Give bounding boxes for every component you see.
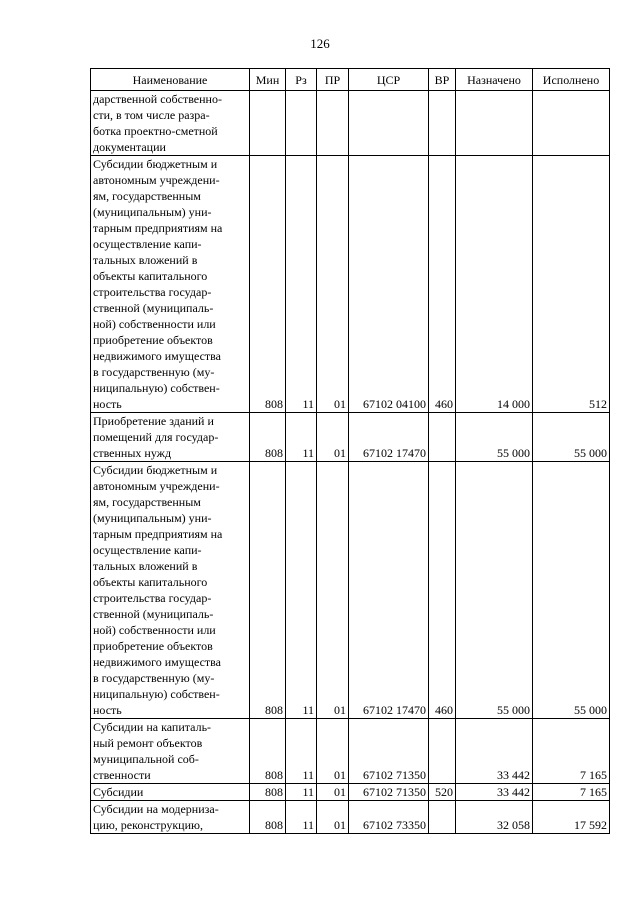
cell-name: дарственной собственно- сти, в том числе разра- ботка проектно-сметной документации <box>91 91 250 156</box>
cell-naznacheno: 32 058 <box>456 801 533 834</box>
cell-csr: 67102 73350 <box>349 801 429 834</box>
table-row <box>91 462 610 719</box>
cell-vr: 460 <box>429 462 456 719</box>
cell-rz: 11 <box>286 462 317 719</box>
header-name: Наименование <box>91 69 250 91</box>
cell-min: 808 <box>250 413 286 462</box>
cell-ispolneno: 17 592 <box>533 801 610 834</box>
cell-rz <box>286 91 317 156</box>
cell-csr: 67102 17470 <box>349 462 429 719</box>
cell-pr: 01 <box>317 462 349 719</box>
cell-ispolneno <box>533 91 610 156</box>
cell-csr: 67102 71350 <box>349 784 429 801</box>
cell-rz: 11 <box>286 156 317 413</box>
cell-pr: 01 <box>317 801 349 834</box>
cell-rz: 11 <box>286 801 317 834</box>
cell-naznacheno: 33 442 <box>456 719 533 784</box>
cell-pr: 01 <box>317 413 349 462</box>
cell-vr <box>429 91 456 156</box>
cell-ispolneno: 55 000 <box>533 413 610 462</box>
cell-csr: 67102 04100 <box>349 156 429 413</box>
cell-naznacheno: 33 442 <box>456 784 533 801</box>
cell-pr: 01 <box>317 784 349 801</box>
cell-name: Приобретение зданий и помещений для государ- ственных нужд <box>91 413 250 462</box>
table-row <box>91 784 610 801</box>
header-rz: Рз <box>286 69 317 91</box>
cell-naznacheno: 55 000 <box>456 413 533 462</box>
cell-naznacheno <box>456 91 533 156</box>
header-min: Мин <box>250 69 286 91</box>
header-csr: ЦСР <box>349 69 429 91</box>
cell-min: 808 <box>250 801 286 834</box>
header-naznacheno: Назначено <box>456 69 533 91</box>
cell-pr <box>317 91 349 156</box>
cell-min <box>250 91 286 156</box>
cell-ispolneno: 7 165 <box>533 784 610 801</box>
table-header-row <box>91 69 610 91</box>
cell-rz: 11 <box>286 784 317 801</box>
cell-min: 808 <box>250 156 286 413</box>
header-ispolneno: Исполнено <box>533 69 610 91</box>
cell-min: 808 <box>250 462 286 719</box>
cell-ispolneno: 7 165 <box>533 719 610 784</box>
cell-vr: 520 <box>429 784 456 801</box>
cell-name: Субсидии на модерниза- цию, реконструкцию, <box>91 801 250 834</box>
cell-csr <box>349 91 429 156</box>
cell-name: Субсидии бюджетным и автономным учреждени- ям, государственным (муниципальным) уни- тарным предприятиям на осуществление капи- тальных вложений в объекты капитального строительства государ- ственной (муниципаль- ной) собственности или приобретение объектов недвижимого имущества в государственную (му- ниципальную) собствен- ность <box>91 156 250 413</box>
cell-name: Субсидии бюджетным и автономным учреждени- ям, государственным (муниципальным) уни- тарным предприятиям на осуществление капи- тальных вложений в объекты капитального строительства государ- ственной (муниципаль- ной) собственности или приобретение объектов недвижимого имущества в государственную (му- ниципальную) собствен- ность <box>91 462 250 719</box>
cell-vr: 460 <box>429 156 456 413</box>
cell-csr: 67102 17470 <box>349 413 429 462</box>
table-row <box>91 801 610 834</box>
table-row <box>91 413 610 462</box>
cell-pr: 01 <box>317 156 349 413</box>
cell-ispolneno: 512 <box>533 156 610 413</box>
header-vr: ВР <box>429 69 456 91</box>
table-row <box>91 91 610 156</box>
table-row <box>91 719 610 784</box>
cell-vr <box>429 719 456 784</box>
cell-naznacheno: 14 000 <box>456 156 533 413</box>
cell-vr <box>429 801 456 834</box>
page-number: 126 <box>310 36 330 51</box>
cell-min: 808 <box>250 719 286 784</box>
cell-name: Субсидии <box>91 784 250 801</box>
cell-csr: 67102 71350 <box>349 719 429 784</box>
cell-vr <box>429 413 456 462</box>
header-pr: ПР <box>317 69 349 91</box>
cell-ispolneno: 55 000 <box>533 462 610 719</box>
cell-rz: 11 <box>286 413 317 462</box>
cell-name: Субсидии на капиталь- ный ремонт объектов муниципальной соб- ственности <box>91 719 250 784</box>
cell-rz: 11 <box>286 719 317 784</box>
cell-min: 808 <box>250 784 286 801</box>
table-row <box>91 156 610 413</box>
budget-table <box>90 68 610 834</box>
cell-naznacheno: 55 000 <box>456 462 533 719</box>
cell-pr: 01 <box>317 719 349 784</box>
